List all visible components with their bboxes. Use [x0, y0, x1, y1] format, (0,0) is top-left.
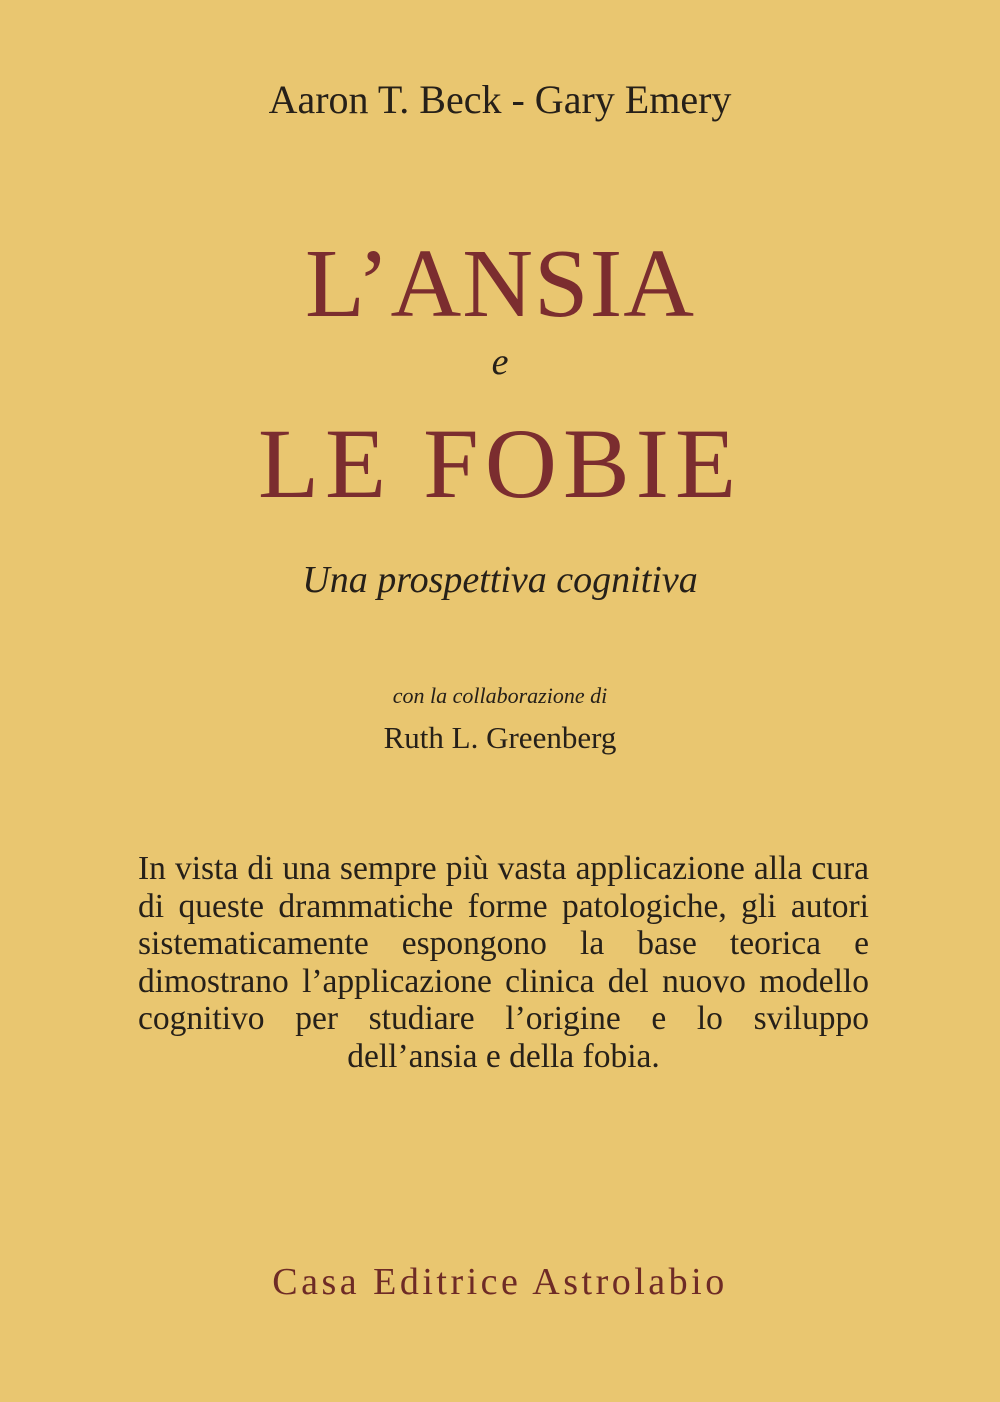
- title-line-2: LE FOBIE: [257, 408, 743, 519]
- title-line-1: L’ANSIA: [305, 230, 695, 338]
- publisher: Casa Editrice Astrolabio: [272, 1261, 728, 1303]
- title-conjunction: e: [491, 341, 509, 383]
- collaborator: Ruth L. Greenberg: [383, 720, 617, 755]
- authors: Aaron T. Beck - Gary Emery: [268, 77, 732, 122]
- collaboration-label: con la collaborazione di: [392, 683, 608, 708]
- blurb: In vista di una sempre più vasta applicazione alla cura di queste drammatiche forme patologiche, gli autori sistematicamente espongono la base teorica e dimostrano l’applicazione clinica del nuovo modello cognitivo per studiare l’origine e lo sviluppo dell’ansia e della fobia.: [138, 850, 869, 1075]
- subtitle: Una prospettiva cognitiva: [302, 559, 698, 601]
